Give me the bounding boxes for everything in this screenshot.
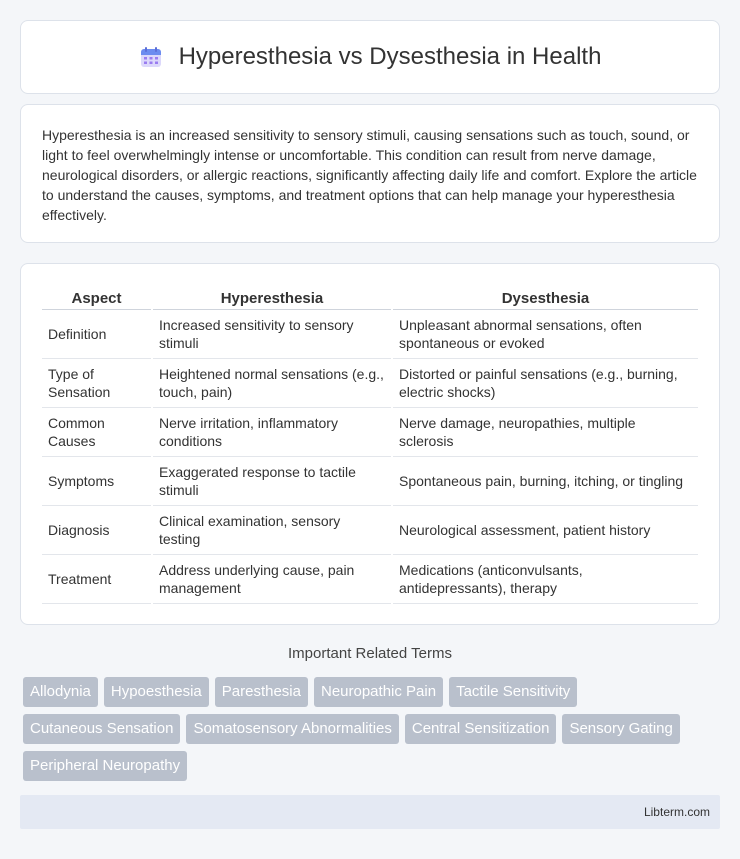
hyperesthesia-cell: Exaggerated response to tactile stimuli — [152, 456, 392, 505]
aspect-cell: Treatment — [42, 554, 152, 603]
header-dysesthesia: Dysesthesia — [392, 284, 698, 309]
related-terms-list — [23, 677, 723, 781]
header-aspect: Aspect — [42, 284, 152, 309]
header-hyperesthesia: Hyperesthesia — [152, 284, 392, 309]
hyperesthesia-cell: Address underlying cause, pain management — [152, 554, 392, 603]
dysesthesia-cell: Medications (anticonvulsants, antidepressants), therapy — [392, 554, 698, 603]
footer — [20, 795, 720, 829]
tag-cutaneous-sensation[interactable]: Cutaneous Sensation — [23, 714, 180, 744]
tag-peripheral-neuropathy[interactable]: Peripheral Neuropathy — [23, 751, 187, 781]
page-title: Hyperesthesia vs Dysesthesia in Health — [178, 43, 602, 70]
tag-neuropathic-pain[interactable]: Neuropathic Pain — [314, 677, 443, 707]
hyperesthesia-cell: Heightened normal sensations (e.g., touch, pain) — [152, 358, 392, 407]
title-card — [20, 20, 720, 94]
tag-allodynia[interactable]: Allodynia — [23, 677, 98, 707]
tag-central-sensitization[interactable]: Central Sensitization — [405, 714, 557, 744]
hyperesthesia-cell: Nerve irritation, inflammatory conditions — [152, 407, 392, 456]
related-terms-heading: Important Related Terms — [288, 645, 452, 662]
dysesthesia-cell: Unpleasant abnormal sensations, often spontaneous or evoked — [392, 309, 698, 358]
aspect-cell: Symptoms — [42, 456, 152, 505]
table-row — [42, 407, 698, 456]
table-header-row — [42, 284, 698, 309]
intro-card — [20, 104, 720, 243]
aspect-cell: Common Causes — [42, 407, 152, 456]
table-row — [42, 456, 698, 505]
table-row — [42, 358, 698, 407]
dysesthesia-cell: Nerve damage, neuropathies, multiple sclerosis — [392, 407, 698, 456]
aspect-cell: Definition — [42, 309, 152, 358]
aspect-cell: Type of Sensation — [42, 358, 152, 407]
dysesthesia-cell: Distorted or painful sensations (e.g., burning, electric shocks) — [392, 358, 698, 407]
tag-hypoesthesia[interactable]: Hypoesthesia — [104, 677, 209, 707]
dysesthesia-cell: Neurological assessment, patient history — [392, 505, 698, 554]
footer-site-link[interactable]: Libterm.com — [643, 805, 710, 819]
comparison-card — [20, 263, 720, 625]
table-row — [42, 309, 698, 358]
dysesthesia-cell: Spontaneous pain, burning, itching, or tingling — [392, 456, 698, 505]
tag-tactile-sensitivity[interactable]: Tactile Sensitivity — [449, 677, 577, 707]
tag-sensory-gating[interactable]: Sensory Gating — [562, 714, 679, 744]
table-row — [42, 505, 698, 554]
aspect-cell: Diagnosis — [42, 505, 152, 554]
table-row — [42, 554, 698, 603]
hyperesthesia-cell: Increased sensitivity to sensory stimuli — [152, 309, 392, 358]
tag-somatosensory-abnormalities[interactable]: Somatosensory Abnormalities — [186, 714, 398, 744]
comparison-table — [42, 284, 698, 604]
calendar-icon — [139, 45, 163, 69]
intro-text: Hyperesthesia is an increased sensitivity to sensory stimuli, causing sensations such as touch, sound, or light to feel overwhelmingly intense or uncomfortable. This condition can result from nerve damage, neurological disorders, or allergic reactions, significantly affecting daily life and comfort. Explore the article to understand the causes, symptoms, and treatment options that can help manage your hyperesthesia effectively. — [42, 127, 697, 223]
tag-paresthesia[interactable]: Paresthesia — [215, 677, 308, 707]
hyperesthesia-cell: Clinical examination, sensory testing — [152, 505, 392, 554]
